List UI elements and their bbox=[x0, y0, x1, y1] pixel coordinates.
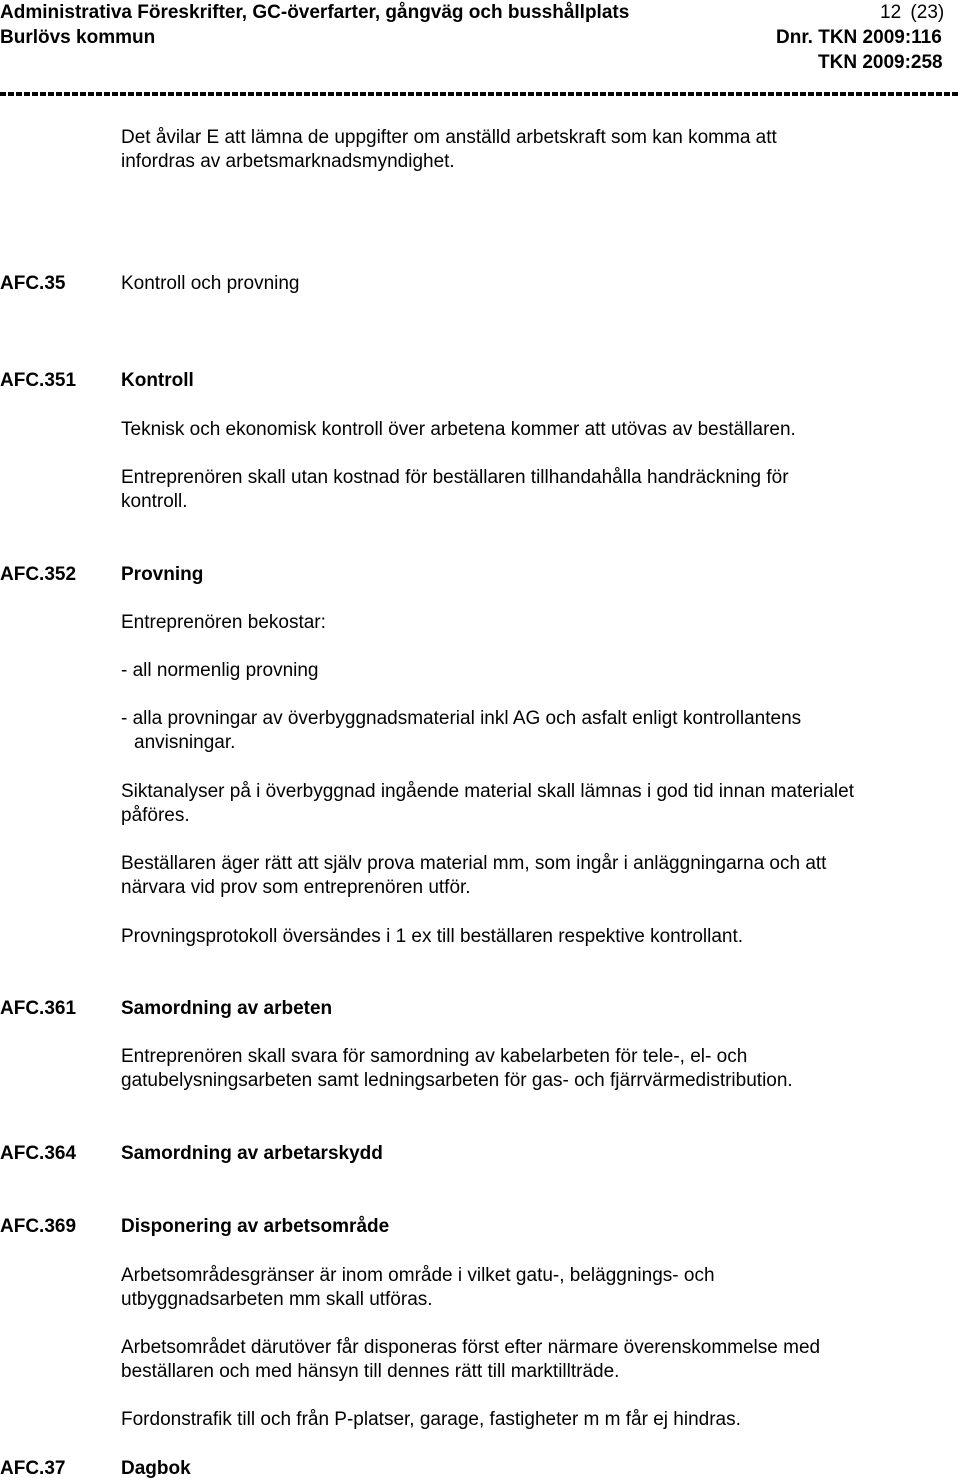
section-title-afc364: Samordning av arbetarskydd bbox=[121, 1143, 383, 1164]
section-code-afc361: AFC.361 bbox=[0, 998, 77, 1019]
afc369-paragraph-1-line-2: utbyggnadsarbeten mm skall utföras. bbox=[121, 1289, 433, 1310]
afc351-paragraph-2-line-2: kontroll. bbox=[121, 491, 188, 512]
section-code-afc352: AFC.352 bbox=[0, 564, 77, 585]
section-title-afc37: Dagbok bbox=[121, 1458, 191, 1479]
afc352-paragraph-1: Entreprenören bekostar: bbox=[121, 612, 326, 633]
section-title-afc369: Disponering av arbetsområde bbox=[121, 1216, 390, 1237]
afc369-paragraph-3: Fordonstrafik till och från P-platser, garage, fastigheter m m får ej hindras. bbox=[121, 1409, 741, 1430]
header-divider bbox=[0, 92, 960, 96]
afc352-paragraph-2-line-1: Siktanalyser på i överbyggnad ingående material skall lämnas i god tid innan materialet bbox=[121, 781, 854, 802]
section-title-afc352: Provning bbox=[121, 564, 204, 585]
section-title-afc351: Kontroll bbox=[121, 370, 194, 391]
afc369-paragraph-2-line-2: beställaren och med hänsyn till dennes rätt till marktillträde. bbox=[121, 1361, 620, 1382]
afc351-paragraph-1: Teknisk och ekonomisk kontroll över arbetena kommer att utövas av beställaren. bbox=[121, 419, 796, 440]
diary-number-2: TKN 2009:258 bbox=[818, 52, 943, 73]
section-code-afc369: AFC.369 bbox=[0, 1216, 77, 1237]
section-title-afc35: Kontroll och provning bbox=[121, 273, 300, 294]
section-code-afc364: AFC.364 bbox=[0, 1143, 77, 1164]
section-title-afc361: Samordning av arbeten bbox=[121, 998, 333, 1019]
afc361-paragraph-1-line-1: Entreprenören skall svara för samordning av kabelarbeten för tele-, el- och bbox=[121, 1046, 748, 1067]
section-code-afc351: AFC.351 bbox=[0, 370, 77, 391]
section-code-afc37: AFC.37 bbox=[0, 1458, 66, 1479]
page-current: 12 bbox=[880, 2, 902, 23]
afc352-bullet-1: - all normenlig provning bbox=[121, 660, 319, 681]
afc352-bullet-2-line-1: - alla provningar av överbyggnadsmaterial inkl AG och asfalt enligt kontrollantens bbox=[121, 708, 802, 729]
page-total: (23) bbox=[910, 2, 945, 23]
municipality-name: Burlövs kommun bbox=[0, 27, 156, 48]
diary-number-1: Dnr. TKN 2009:116 bbox=[776, 27, 942, 48]
afc352-paragraph-2-line-2: påföres. bbox=[121, 805, 190, 826]
afc352-paragraph-3-line-1: Beställaren äger rätt att själv prova material mm, som ingår i anläggningarna och att bbox=[121, 853, 827, 874]
intro-line-1: Det åvilar E att lämna de uppgifter om anställd arbetskraft som kan komma att bbox=[121, 127, 777, 148]
section-code-afc35: AFC.35 bbox=[0, 273, 66, 294]
intro-line-2: infordras av arbetsmarknadsmyndighet. bbox=[121, 151, 455, 172]
afc352-paragraph-3-line-2: närvara vid prov som entreprenören utför. bbox=[121, 877, 471, 898]
afc352-paragraph-4: Provningsprotokoll översändes i 1 ex till beställaren respektive kontrollant. bbox=[121, 926, 744, 947]
afc369-paragraph-2-line-1: Arbetsområdet därutöver får disponeras först efter närmare överenskommelse med bbox=[121, 1337, 821, 1358]
afc352-bullet-2-line-2: anvisningar. bbox=[134, 732, 236, 753]
document-title: Administrativa Föreskrifter, GC-överfarter, gångväg och busshållplats bbox=[0, 2, 630, 23]
afc351-paragraph-2-line-1: Entreprenören skall utan kostnad för beställaren tillhandahålla handräckning för bbox=[121, 467, 789, 488]
page-number bbox=[880, 2, 944, 24]
afc361-paragraph-1-line-2: gatubelysningsarbeten samt ledningsarbeten för gas- och fjärrvärmedistribution. bbox=[121, 1070, 793, 1091]
afc369-paragraph-1-line-1: Arbetsområdesgränser är inom område i vilket gatu-, beläggnings- och bbox=[121, 1265, 715, 1286]
